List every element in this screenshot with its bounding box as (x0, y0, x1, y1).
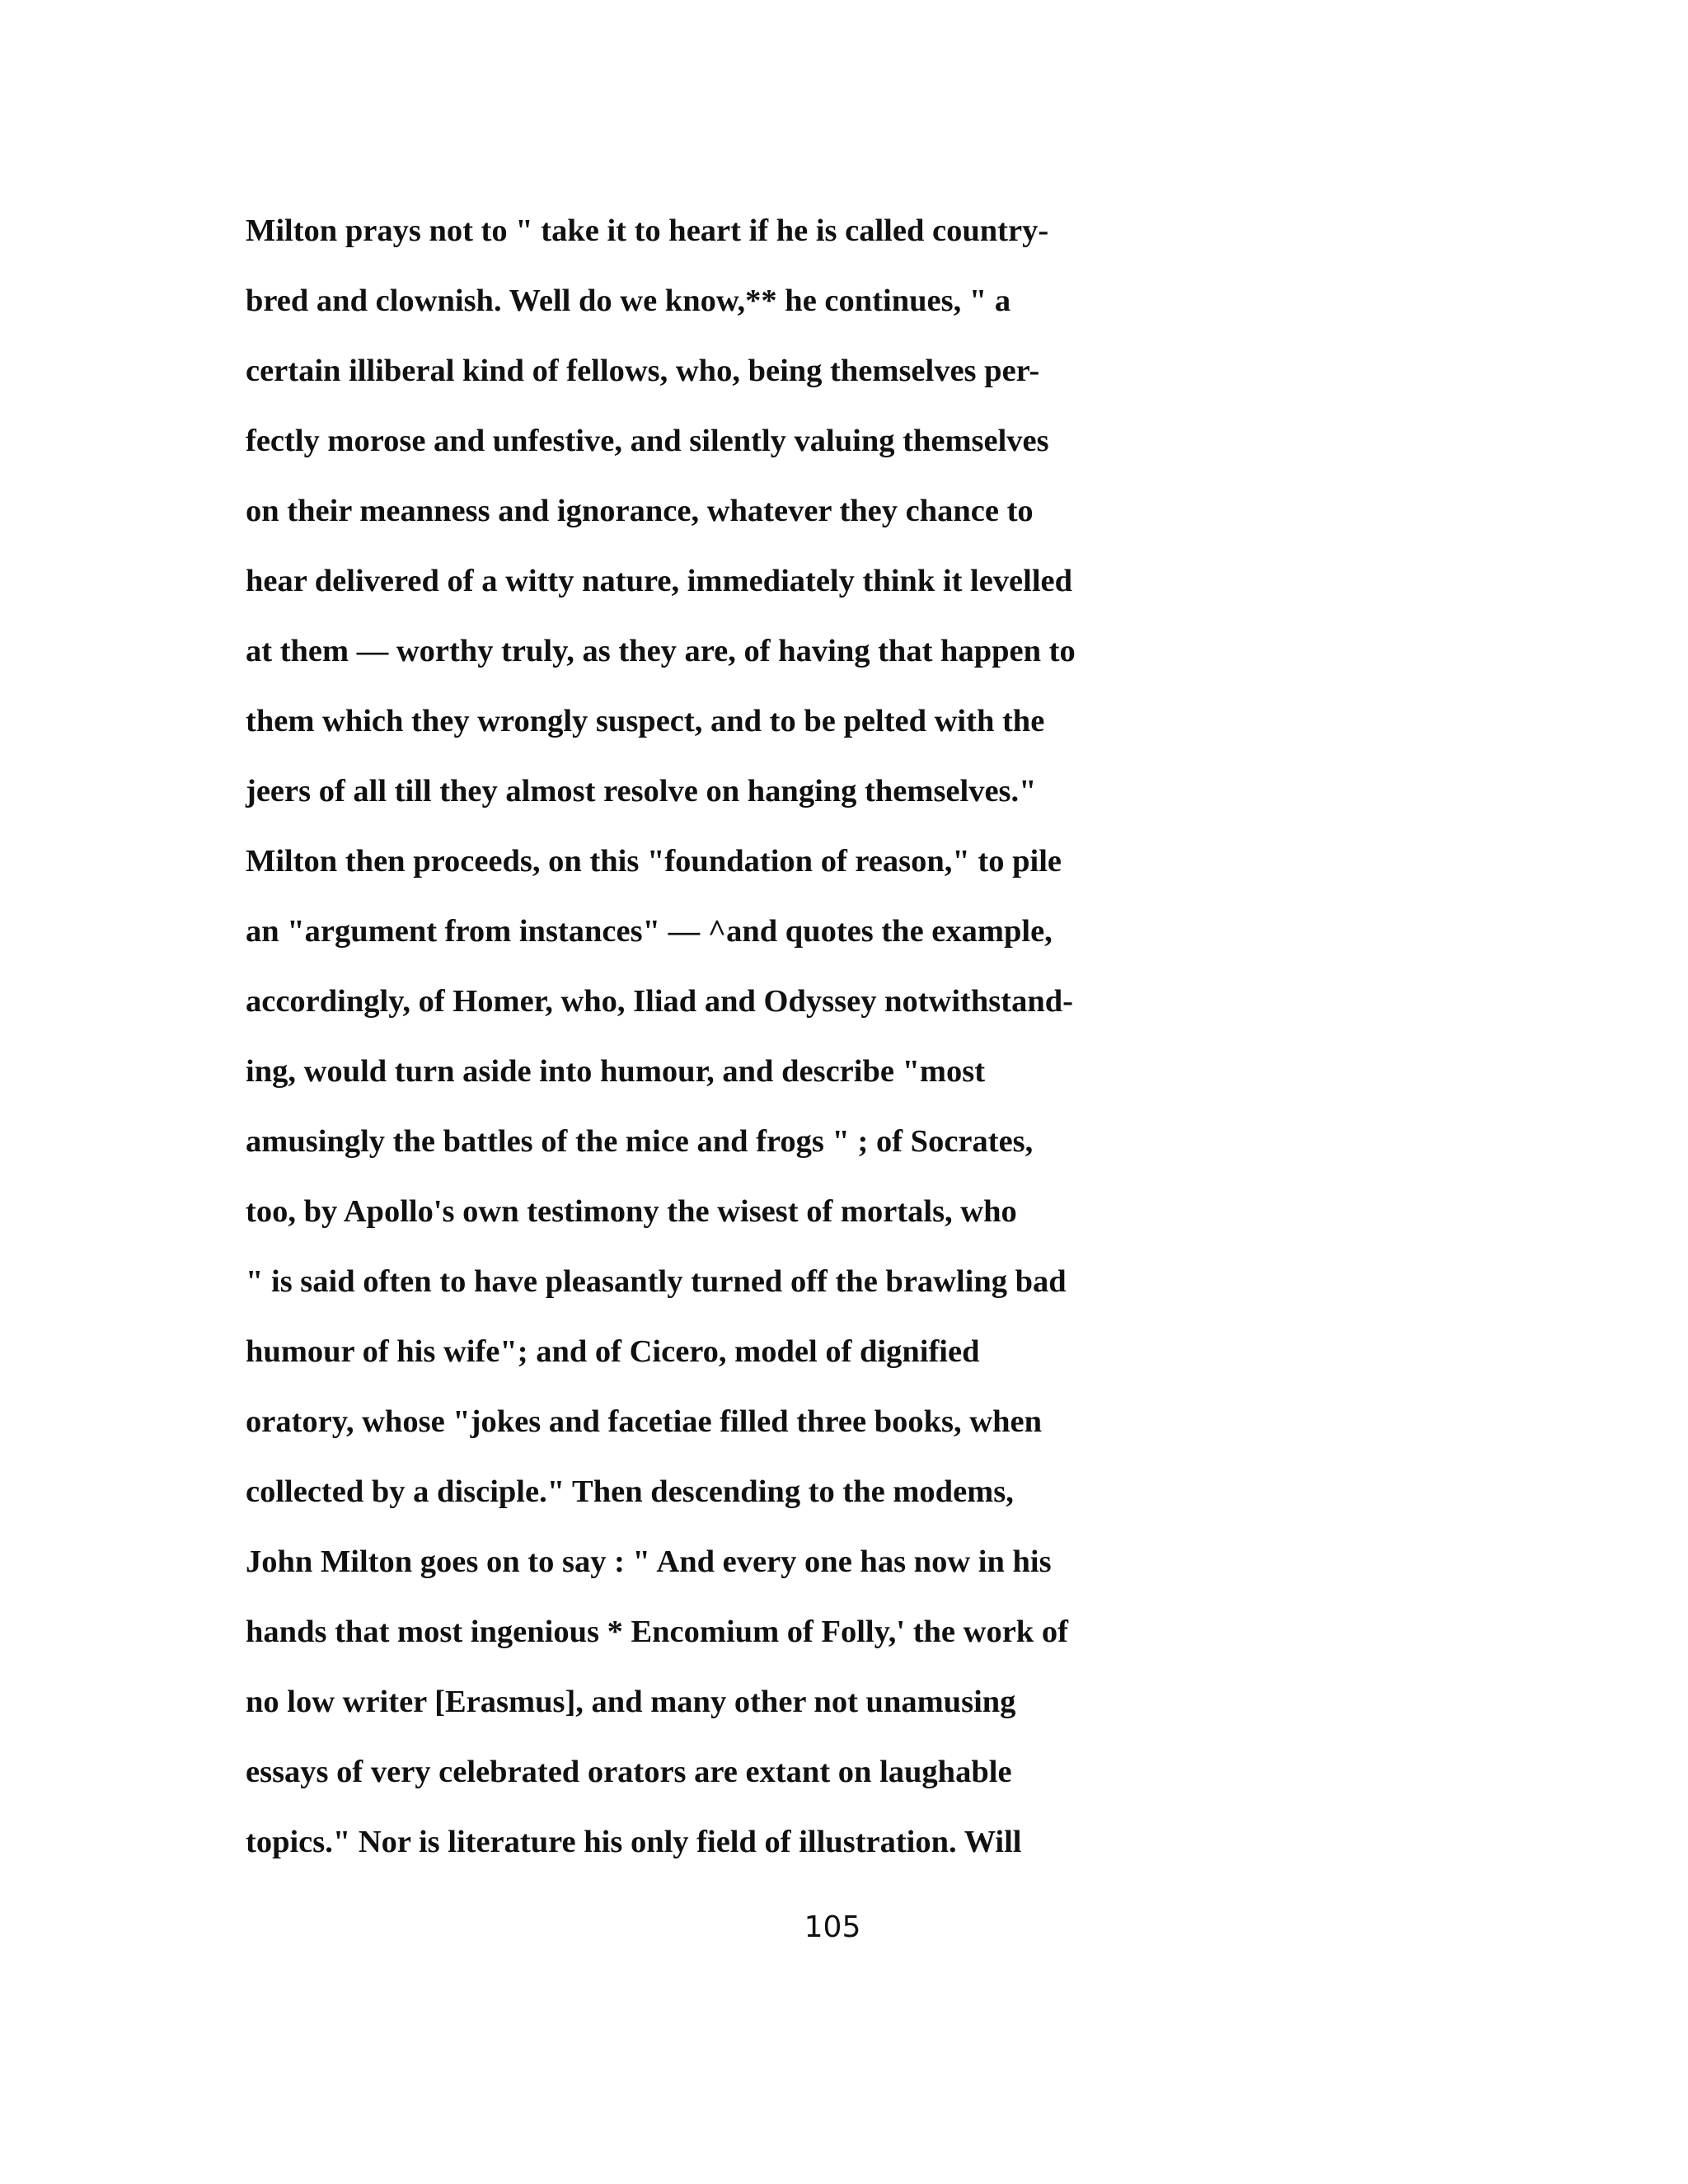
text-line: topics." Nor is literature his only field of illustration. Will (246, 1825, 1022, 1859)
text-line: bred and clownish. Well do we know,** he continues, " a (246, 284, 1011, 318)
text-line: John Milton goes on to say : " And every one has now in his (246, 1544, 1052, 1579)
text-line: certain illiberal kind of fellows, who, being themselves per- (246, 354, 1040, 388)
text-line: jeers of all till they almost resolve on hanging themselves." (246, 774, 1037, 808)
text-line: amusingly the battles of the mice and frogs " ; of Socrates, (246, 1124, 1034, 1159)
text-line: essays of very celebrated orators are extant on laughable (246, 1755, 1012, 1789)
text-line: hear delivered of a witty nature, immediately think it levelled (246, 564, 1073, 598)
text-line: " is said often to have pleasantly turned off the brawling bad (246, 1264, 1067, 1299)
page-number: 105 (804, 1910, 861, 1944)
body-text (246, 196, 1400, 1877)
text-line: collected by a disciple." Then descending to the modems, (246, 1474, 1014, 1509)
text-line: Milton then proceeds, on this "foundation of reason," to pile (246, 844, 1062, 879)
text-line: humour of his wife"; and of Cicero, model of dignified (246, 1334, 980, 1369)
text-line: on their meanness and ignorance, whatever they chance to (246, 494, 1034, 528)
text-line: them which they wrongly suspect, and to be pelted with the (246, 704, 1045, 738)
text-line: an "argument from instances" — ^and quotes the example, (246, 914, 1053, 949)
text-line: hands that most ingenious * Encomium of Folly,' the work of (246, 1615, 1068, 1649)
text-line: fectly morose and unfestive, and silently valuing themselves (246, 424, 1049, 458)
text-line: too, by Apollo's own testimony the wisest of mortals, who (246, 1194, 1017, 1229)
text-line: no low writer [Erasmus], and many other not unamusing (246, 1685, 1016, 1719)
text-line: at them — worthy truly, as they are, of having that happen to (246, 634, 1076, 668)
text-line: ing, would turn aside into humour, and describe "most (246, 1054, 986, 1089)
text-line: accordingly, of Homer, who, Iliad and Odyssey notwithstand- (246, 984, 1073, 1019)
text-line: oratory, whose "jokes and facetiae filled three books, when (246, 1404, 1042, 1439)
text-line: Milton prays not to " take it to heart if he is called country- (246, 213, 1049, 248)
